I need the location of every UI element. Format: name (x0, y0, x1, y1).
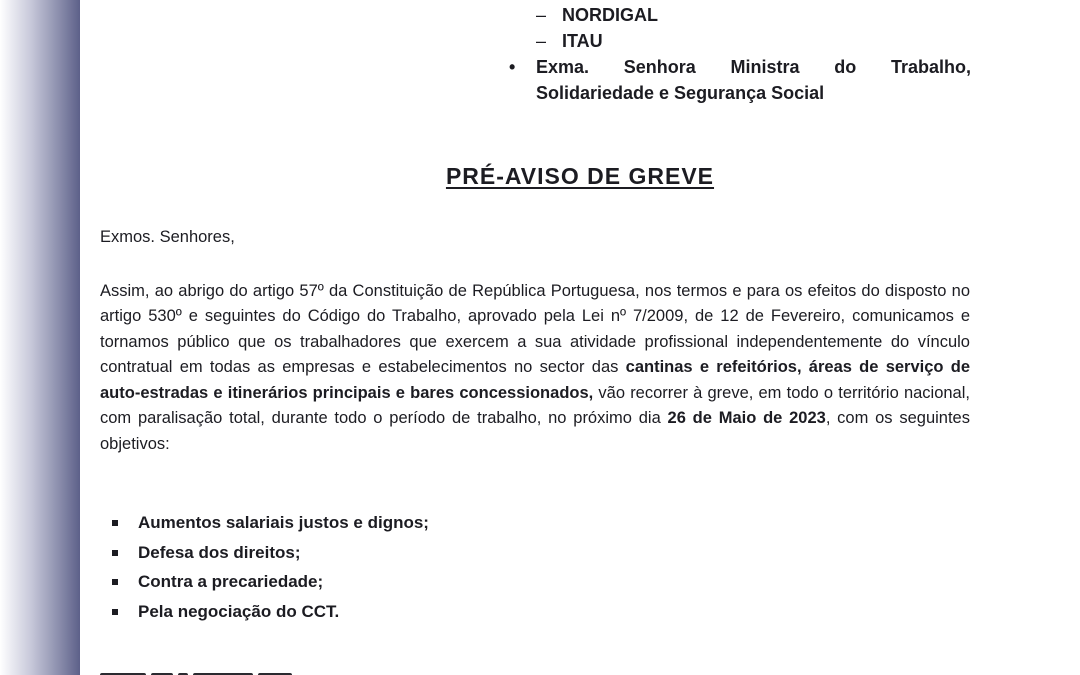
square-bullet-icon (112, 609, 118, 615)
recipient-list (509, 2, 971, 106)
objective-text: Pela negociação do CCT. (138, 601, 340, 621)
paragraph-text: vão recorrer à greve, em todo o território nacional, com paralisação total, durante todo o período de trabalho, no próximo dia (100, 383, 970, 427)
recipient-line-2: Solidariedade e Segurança Social (536, 83, 825, 103)
document-title (80, 163, 1080, 190)
recipient-word: Exma. (536, 57, 590, 77)
dash-glyph: – (536, 5, 547, 25)
recipient-line-1 (536, 54, 971, 80)
objective-text: Defesa dos direitos; (138, 542, 301, 562)
objective-item (104, 508, 429, 538)
recipient-word: Trabalho, (890, 57, 971, 77)
objectives-list (104, 508, 429, 626)
paragraph-text: Assim, ao abrigo do artigo 57º da Constituição de República Portuguesa, nos termos e para os efeitos do disposto no artigo 530º e seguintes do Código do Trabalho, aprovado pela Lei nº 7/2009, de 12 de Fevereiro, comunicamos e tornamos público que os trabalhadores que exercem a sua atividade profissional independentemente do vínculo contratual em todas as empresas e estabelecimentos no sector das (100, 281, 970, 376)
recipient-sub-item (536, 2, 971, 28)
dash-glyph: – (536, 31, 547, 51)
greeting: Exmos. Senhores, (100, 228, 235, 246)
recipient-word: Ministra (730, 57, 800, 77)
bullet-glyph: • (509, 57, 516, 77)
recipient-label: ITAU (562, 31, 603, 51)
objective-item (104, 567, 429, 597)
title-text: PRÉ-AVISO DE GREVE (445, 163, 715, 189)
recipient-word: do (834, 57, 857, 77)
square-bullet-icon (112, 520, 118, 526)
side-decorative-bar (0, 0, 80, 675)
strike-date: 26 de Maio de 2023 (667, 409, 826, 427)
objective-text: Contra a precariedade; (138, 572, 324, 591)
recipient-main-item (509, 54, 971, 106)
objective-item (104, 597, 429, 627)
objective-text: Aumentos salariais justos e dignos; (138, 513, 429, 532)
cut-off-text-line (100, 668, 400, 675)
recipient-sub-item (536, 28, 971, 54)
document-page (80, 0, 1080, 675)
recipient-word: Senhora (623, 57, 696, 77)
recipient-label: NORDIGAL (562, 5, 658, 25)
square-bullet-icon (112, 550, 118, 556)
body-paragraph (100, 279, 970, 458)
objective-item (104, 538, 429, 568)
paragraph-text: , com os seguintes objetivos: (100, 409, 970, 453)
paragraph-bold-text: cantinas e refeitórios, áreas de serviço de auto-estradas e itinerários principais e bares concessionados, (100, 358, 970, 402)
square-bullet-icon (112, 579, 118, 585)
